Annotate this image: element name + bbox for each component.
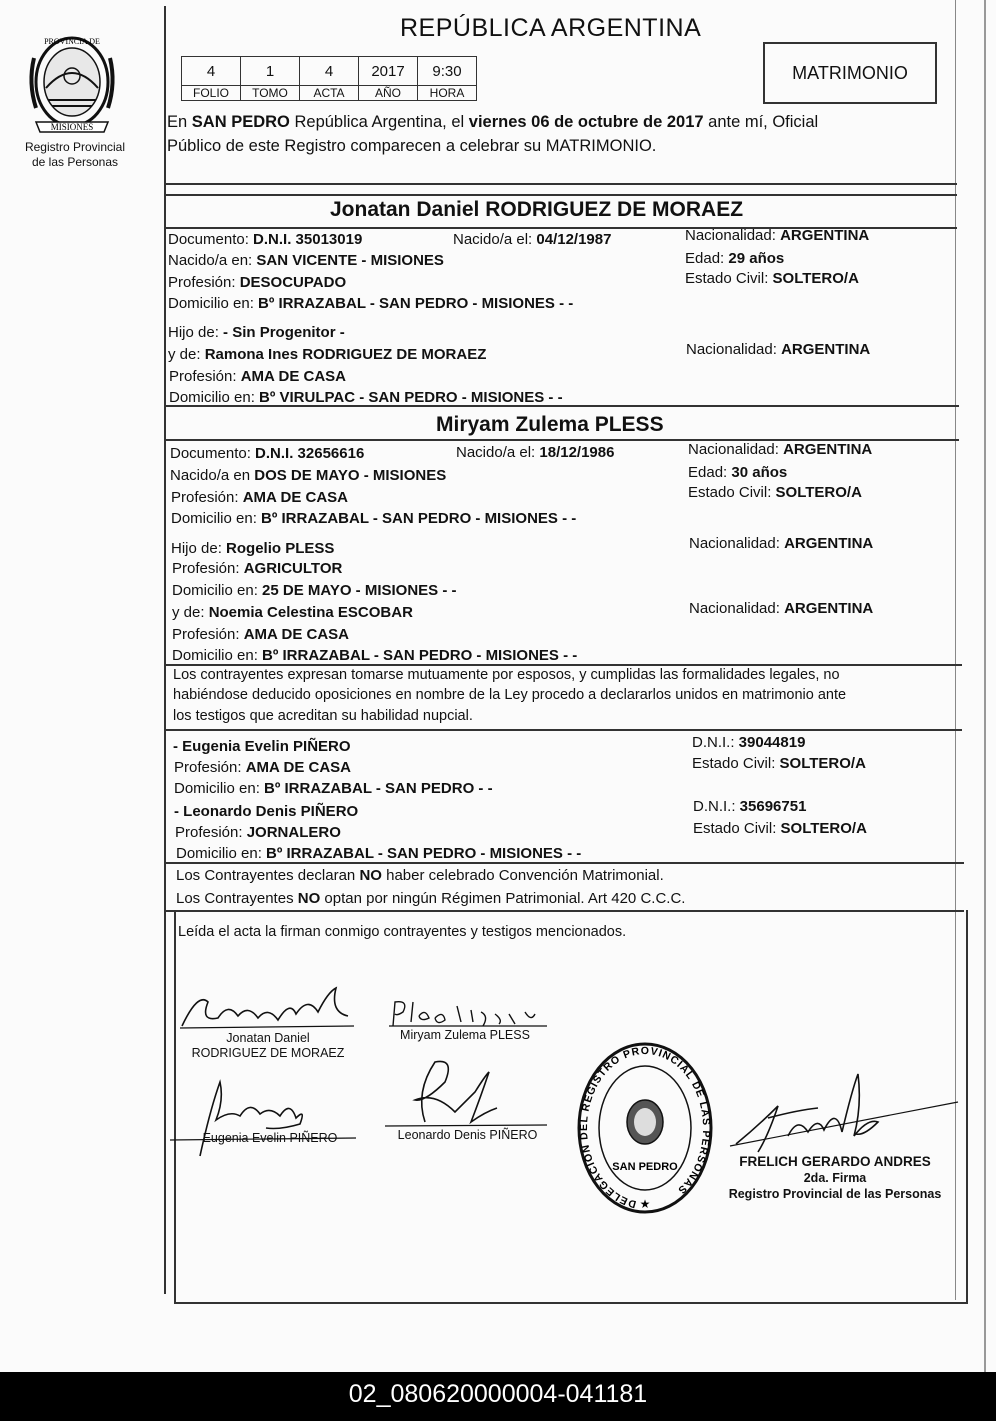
hora-label: HORA: [418, 86, 477, 101]
ano-value: 2017: [359, 57, 418, 86]
bride-birthplace: Nacido/a en DOS DE MAYO - MISIONES: [170, 467, 447, 484]
divider: [164, 194, 957, 196]
groom-mother-profession: Profesión: AMA DE CASA: [169, 368, 346, 385]
bride-age: Edad: 30 años: [688, 464, 788, 481]
stamp-ring-text: DELEGACION DEL REGISTRO PROVINCIAL DE LAS PERSONAS: [578, 1044, 713, 1211]
groom-sign-name-2: RODRIGUEZ DE MORAEZ: [191, 1046, 345, 1060]
witness-1-civil-status: Estado Civil: SOLTERO/A: [692, 755, 866, 772]
bride-father: Hijo de: Rogelio PLESS: [171, 540, 335, 557]
bride-mother: y de: Noemia Celestina ESCOBAR: [172, 604, 413, 621]
witness-2-name: - Leonardo Denis PIÑERO: [174, 803, 359, 820]
bride-mother-address: Domicilio en: Bº IRRAZABAL - SAN PEDRO - MISIONES - -: [172, 647, 578, 664]
tomo-label: TOMO: [241, 86, 300, 101]
convention-line-2: Los Contrayentes NO optan por ningún Régimen Patrimonial. Art 420 C.C.C.: [176, 890, 686, 907]
seal-text-top: PROVINCIA DE: [44, 37, 100, 46]
registry-stamp: [575, 1038, 715, 1218]
witness-1-address: Domicilio en: Bº IRRAZABAL - SAN PEDRO - -: [174, 780, 493, 797]
groom-mother: y de: Ramona Ines RODRIGUEZ DE MORAEZ: [168, 346, 487, 363]
act-type-box: MATRIMONIO: [763, 42, 937, 104]
witness-1-name: - Eugenia Evelin PIÑERO: [173, 738, 351, 755]
groom-mother-nationality: Nacionalidad: ARGENTINA: [686, 341, 871, 358]
org-line-2: de las Personas: [31, 155, 119, 169]
intro-line-1: En SAN PEDRO República Argentina, el viernes 06 de octubre de 2017 ante mí, Oficial: [167, 113, 819, 131]
bride-signature: [385, 996, 550, 1030]
bride-mother-profession: Profesión: AMA DE CASA: [172, 626, 349, 643]
groom-mother-address: Domicilio en: Bº VIRULPAC - SAN PEDRO - MISIONES - -: [169, 389, 563, 406]
bride-mother-nationality: Nacionalidad: ARGENTINA: [689, 600, 874, 617]
official-org: Registro Provincial de las Personas: [728, 1187, 942, 1201]
groom-address: Domicilio en: Bº IRRAZABAL - SAN PEDRO - MISIONES - -: [168, 295, 574, 312]
province-seal-icon: [22, 28, 122, 138]
bride-birthdate: Nacido/a el: 18/12/1986: [456, 444, 615, 461]
bride-civil-status: Estado Civil: SOLTERO/A: [688, 484, 862, 501]
folio-value: 4: [182, 57, 241, 86]
bride-name: Miryam Zulema PLESS: [436, 413, 664, 436]
bride-father-nationality: Nacionalidad: ARGENTINA: [689, 535, 874, 552]
groom-age: Edad: 29 años: [685, 250, 785, 267]
bride-father-address: Domicilio en: 25 DE MAYO - MISIONES - -: [172, 582, 457, 599]
groom-sign-name-1: Jonatan Daniel: [226, 1031, 310, 1045]
groom-father: Hijo de: - Sin Progenitor -: [168, 324, 345, 341]
divider: [164, 183, 957, 185]
groom-civil-status: Estado Civil: SOLTERO/A: [685, 270, 859, 287]
page-edge: [984, 0, 986, 1372]
groom-birthplace: Nacido/a en: SAN VICENTE - MISIONES: [168, 252, 444, 269]
official-role: 2da. Firma: [803, 1171, 867, 1185]
bride-document: Documento: D.N.I. 32656616: [170, 445, 365, 462]
org-name: [6, 140, 144, 170]
official-name: FRELICH GERARDO ANDRES: [739, 1154, 931, 1169]
bride-sign-name: Miryam Zulema PLESS: [400, 1028, 530, 1042]
witness-2-profession: Profesión: JORNALERO: [175, 824, 341, 841]
groom-nationality: Nacionalidad: ARGENTINA: [685, 227, 870, 244]
hora-value: 9:30: [418, 57, 477, 86]
groom-birthdate: Nacido/a el: 04/12/1987: [453, 231, 612, 248]
declaration-line-3: los testigos que acreditan su habilidad nupcial.: [173, 708, 473, 724]
witness-2-address: Domicilio en: Bº IRRAZABAL - SAN PEDRO - MISIONES - -: [176, 845, 582, 862]
declaration-line-2: habiéndose deducido oposiciones en nombre de la Ley procedo a declararlos unidos en matrimonio ante: [173, 687, 847, 703]
acta-value: 4: [300, 57, 359, 86]
groom-profession: Profesión: DESOCUPADO: [168, 274, 347, 291]
bride-address: Domicilio en: Bº IRRAZABAL - SAN PEDRO - MISIONES - -: [171, 510, 577, 527]
stamp-city: SAN PEDRO: [612, 1161, 678, 1173]
witness-2-signature: [385, 1052, 550, 1132]
tomo-value: 1: [241, 57, 300, 86]
bride-nationality: Nacionalidad: ARGENTINA: [688, 441, 873, 458]
convention-line-1: Los Contrayentes declaran NO haber celebrado Convención Matrimonial.: [176, 867, 664, 884]
bride-father-profession: Profesión: AGRICULTOR: [172, 560, 343, 577]
intro-line-2: Público de este Registro comparecen a celebrar su MATRIMONIO.: [167, 137, 657, 155]
divider: [164, 862, 964, 864]
witness-2-sign-name: Leonardo Denis PIÑERO: [397, 1128, 538, 1142]
stamp-star-icon: ★: [639, 1197, 651, 1211]
stamp-emblem: [627, 1100, 663, 1144]
groom-signature: [178, 982, 358, 1034]
witness-1-profession: Profesión: AMA DE CASA: [174, 759, 351, 776]
ano-label: AÑO: [359, 86, 418, 101]
official-block: [720, 1154, 950, 1202]
bride-profession: Profesión: AMA DE CASA: [171, 489, 348, 506]
witness-1-dni: D.N.I.: 39044819: [692, 734, 806, 751]
acta-label: ACTA: [300, 86, 359, 101]
document-code: 02_080620000004-041181: [0, 1372, 996, 1421]
official-signature: [728, 1066, 962, 1156]
groom-document: Documento: D.N.I. 35013019: [168, 231, 363, 248]
org-line-1: Registro Provincial: [24, 140, 126, 154]
witness-1-signature: [170, 1070, 360, 1162]
closing-statement: Leída el acta la firman conmigo contrayentes y testigos mencionados.: [178, 924, 627, 940]
divider: [164, 664, 962, 666]
groom-name: Jonatan Daniel RODRIGUEZ DE MORAEZ: [330, 198, 744, 221]
witness-2-civil-status: Estado Civil: SOLTERO/A: [693, 820, 867, 837]
document-title: REPÚBLICA ARGENTINA: [400, 14, 702, 42]
registry-table: [181, 56, 477, 101]
folio-label: FOLIO: [182, 86, 241, 101]
divider: [164, 729, 962, 731]
witness-2-dni: D.N.I.: 35696751: [693, 798, 807, 815]
declaration-line-1: Los contrayentes expresan tomarse mutuamente por esposos, y cumplidas las formalidades legales, no: [173, 667, 840, 683]
witness-1-sign-name: Eugenia Evelin PIÑERO: [202, 1131, 338, 1145]
seal-text-bottom: MISIONES: [50, 122, 94, 132]
